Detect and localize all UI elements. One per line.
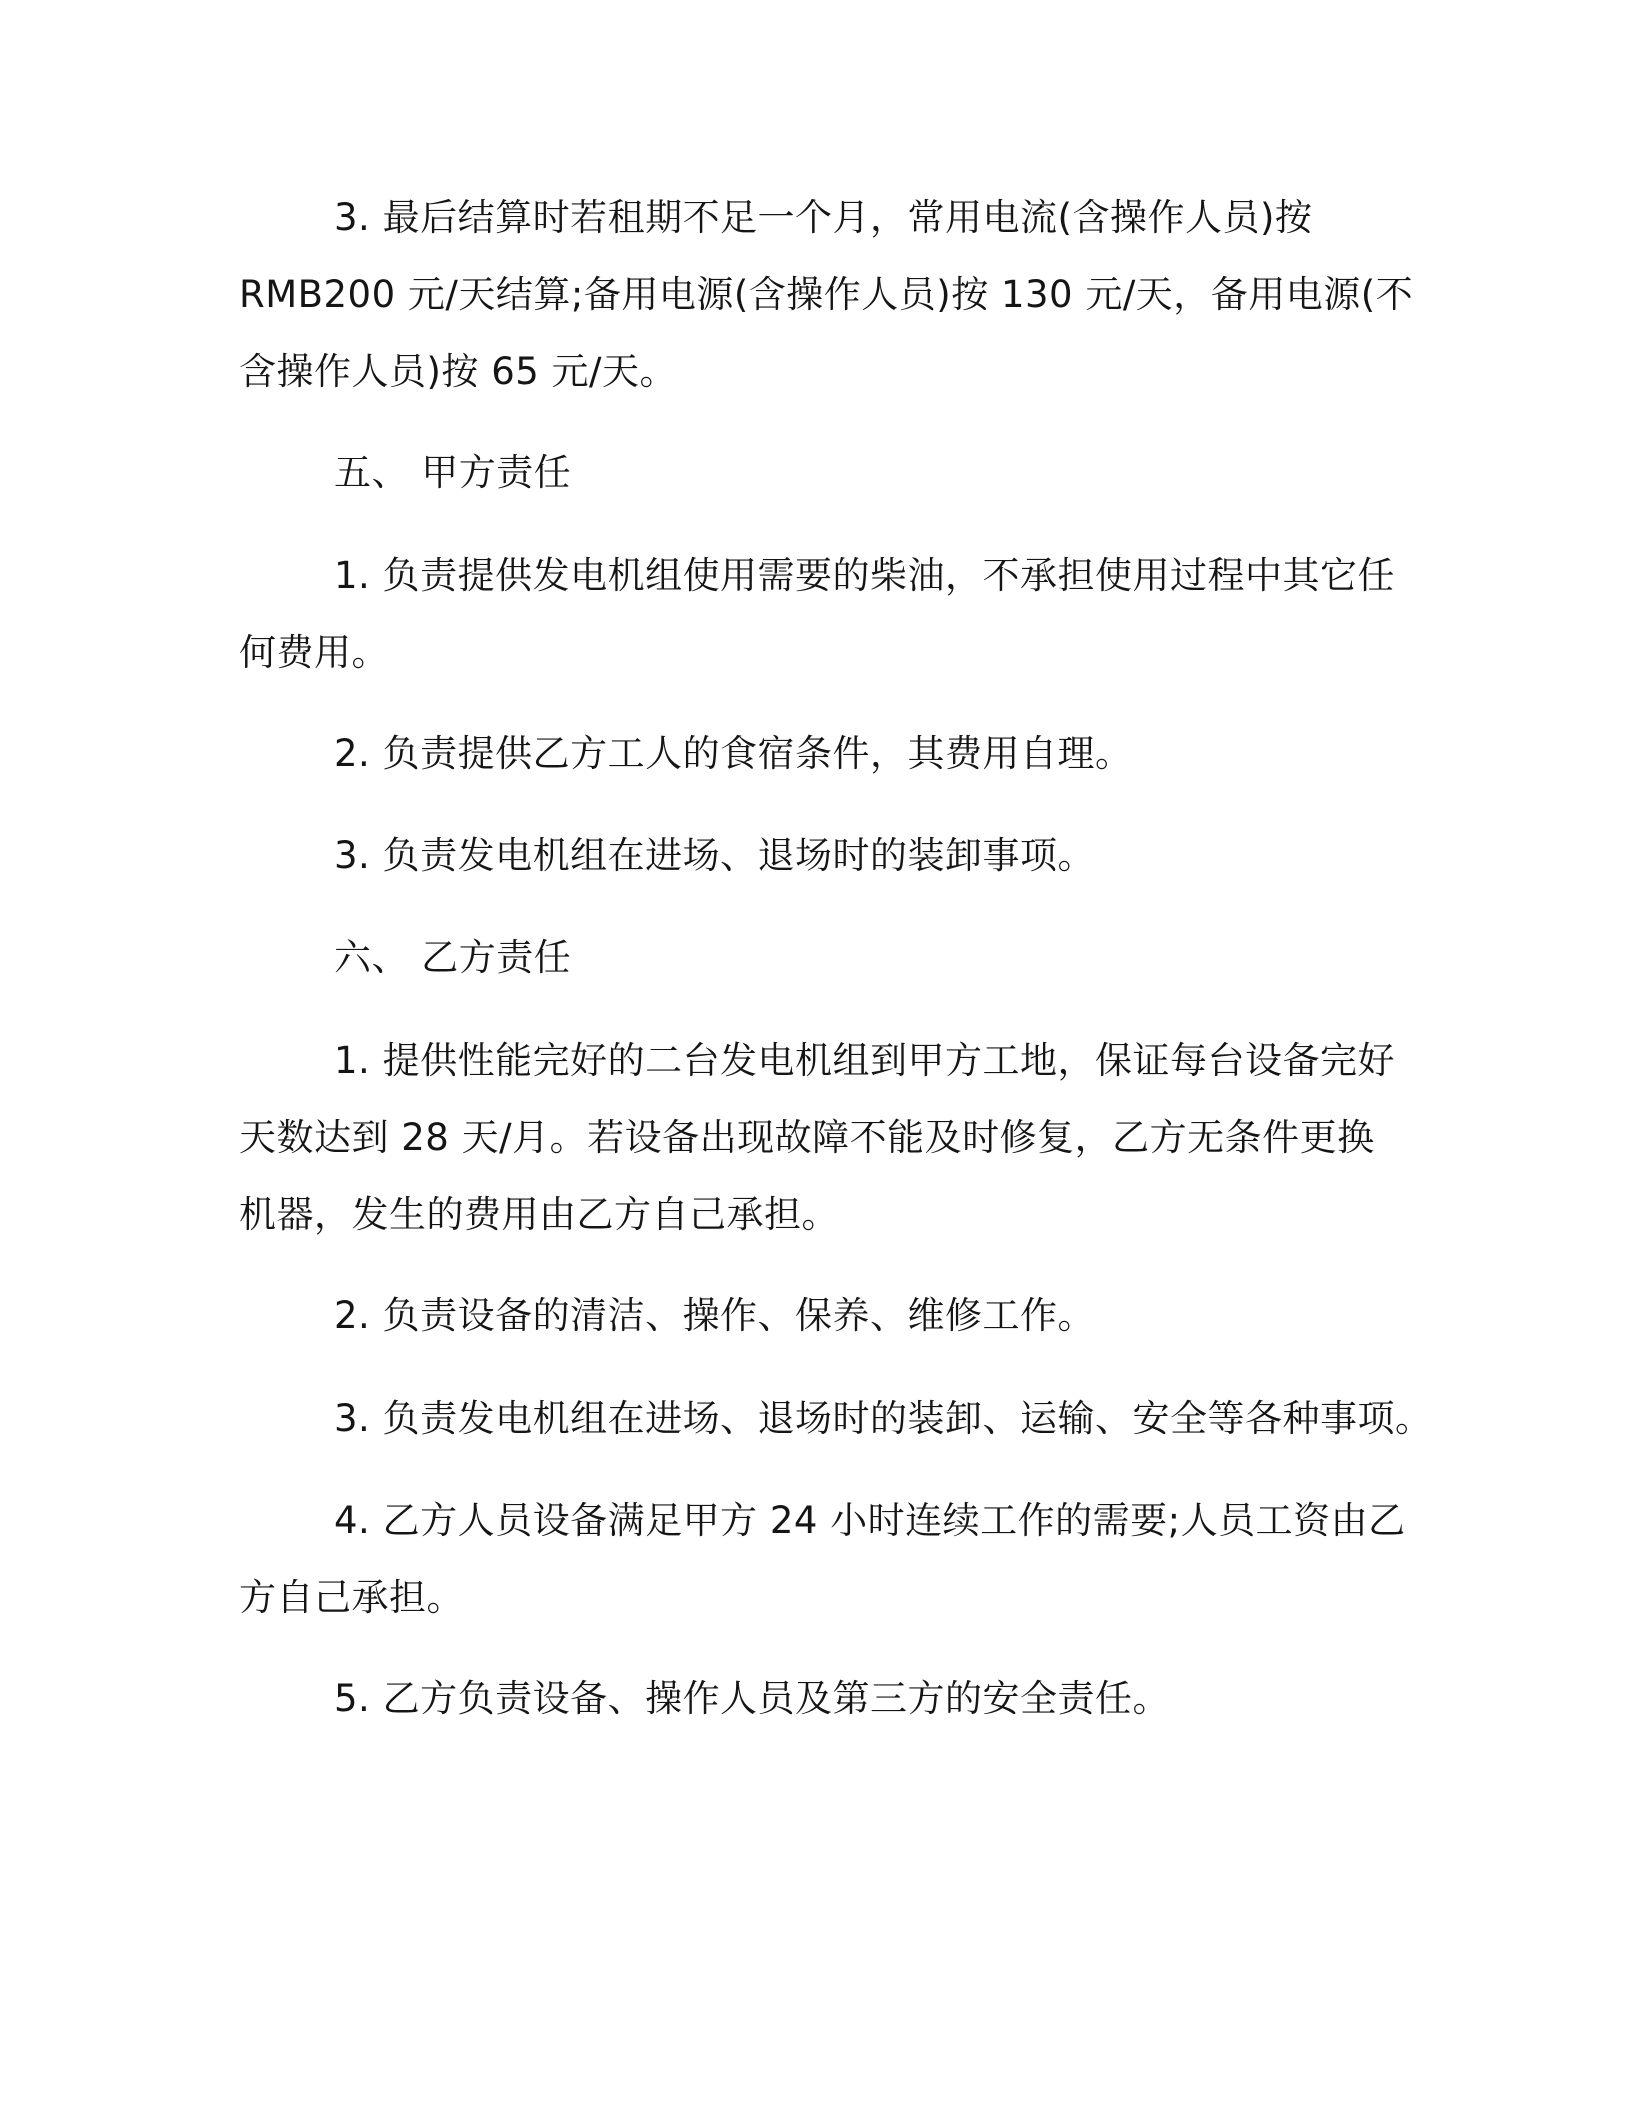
party-a-item-3: 3. 负责发电机组在进场、退场时的装卸事项。: [334, 834, 1096, 877]
party-b-item-2: 2. 负责设备的清洁、操作、保养、维修工作。: [334, 1294, 1096, 1337]
paragraph-line: 4. 乙方人员设备满足甲方 24 小时连续工作的需要;人员工资由乙: [334, 1499, 1406, 1542]
paragraph-line: RMB200 元/天结算;备用电源(含操作人员)按 130 元/天，备用电源(不: [239, 273, 1414, 316]
paragraph-line: 含操作人员)按 65 元/天。: [239, 350, 678, 393]
party-a-item-2: 2. 负责提供乙方工人的食宿条件，其费用自理。: [334, 732, 1133, 775]
party-b-item-3: 3. 负责发电机组在进场、退场时的装卸、运输、安全等各种事项。: [334, 1397, 1433, 1440]
paragraph-line: 天数达到 28 天/月。若设备出现故障不能及时修复，乙方无条件更换: [239, 1116, 1375, 1159]
paragraph-line: 何费用。: [239, 631, 389, 674]
paragraph-line: 机器，发生的费用由乙方自己承担。: [239, 1193, 839, 1236]
paragraph-line: 1. 负责提供发电机组使用需要的柴油，不承担使用过程中其它任: [334, 554, 1396, 597]
section-heading-party-a: 五、 甲方责任: [334, 451, 572, 494]
paragraph-line: 方自己承担。: [239, 1576, 464, 1619]
paragraph-line: 3. 最后结算时若租期不足一个月，常用电流(含操作人员)按: [334, 196, 1313, 239]
section-heading-party-b: 六、 乙方责任: [334, 936, 572, 979]
paragraph-line: 1. 提供性能完好的二台发电机组到甲方工地，保证每台设备完好: [334, 1039, 1396, 1082]
party-b-item-5: 5. 乙方负责设备、操作人员及第三方的安全责任。: [334, 1677, 1171, 1720]
